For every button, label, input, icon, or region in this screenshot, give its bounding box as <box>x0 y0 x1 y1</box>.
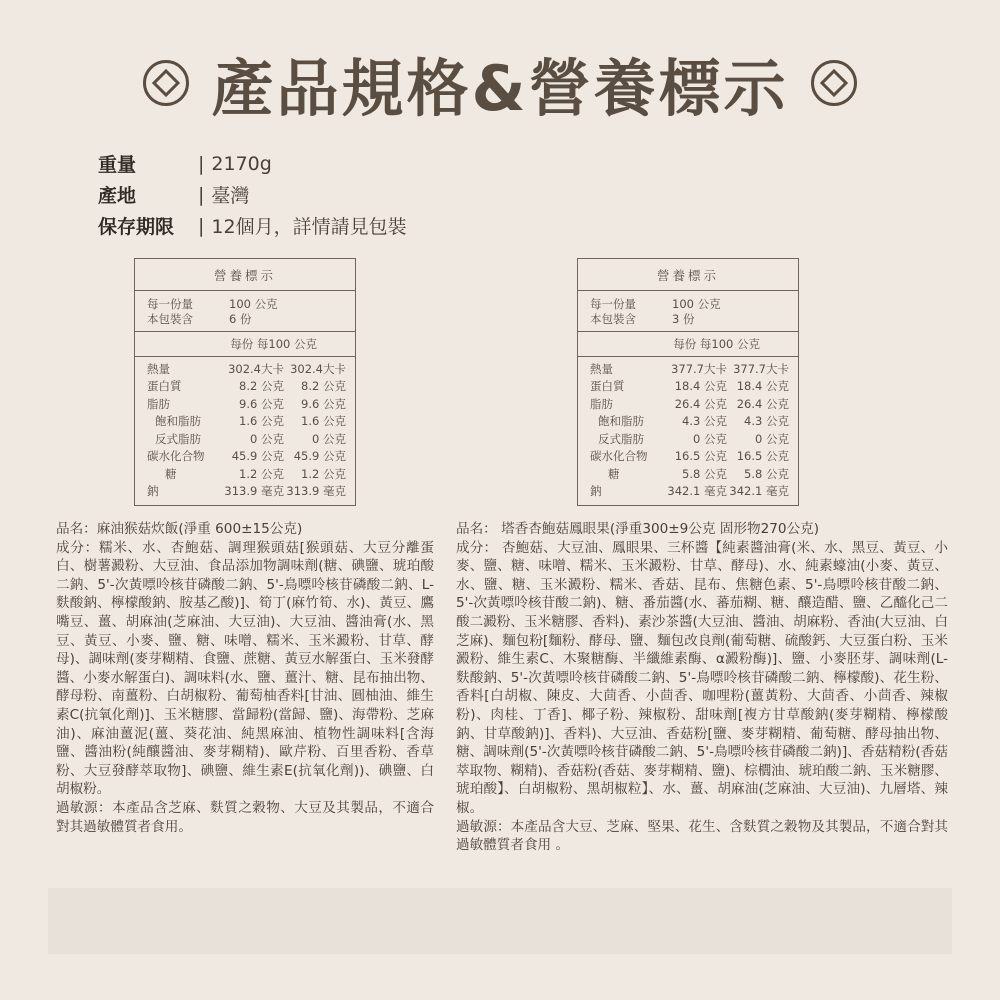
allergen-text: 過敏源：本產品含芝麻、麩質之穀物、大豆及其製品，不適合對其過敏體質者食用。 <box>56 799 434 835</box>
per-100g-value: 1.6 公克 <box>301 414 346 429</box>
column-header: 每份 每100 公克 <box>135 332 355 357</box>
spec-value: 12個月，詳情請見包裝 <box>211 216 407 238</box>
serving-size-label: 每一份量 <box>147 296 193 311</box>
servings-label: 本包裝含 <box>590 311 636 326</box>
nutrition-row <box>578 465 798 483</box>
spec-label: 保存期限 <box>98 216 175 238</box>
serving-info <box>135 291 355 332</box>
per-serving-value: 45.9 公克 <box>231 449 284 464</box>
title-row <box>0 38 1000 128</box>
per-100g-value: 1.2 公克 <box>301 466 346 481</box>
allergen-text: 過敏源：本產品含大豆、芝麻、堅果、花生、含麩質之穀物及其製品，不適合對其過敏體質者食用 。 <box>456 818 948 854</box>
ingredients-text: 成分： 杏鮑菇、大豆油、鳳眼果、三杯醬【純素醬油膏(米、水、黑豆、黃豆、小麥、鹽、糖、味噌、糯米、玉米澱粉、甘草、酵母)、水、純素蠔油(小麥、黃豆、水、鹽、糖、玉米澱粉、糯米、香菇、昆布、焦糖色素、5'-鳥嘌呤核苷酸二鈉、5'-次黃嘌呤核苷酸二鈉)、糖、番茄醬(水、蕃茄糊、糖、釀造醋、鹽、乙醯化己二酸二澱粉、玉米糖膠、香料)、素沙茶醬(大豆油、醬油、胡麻粉、香油(大豆油、白芝麻)、麵包粉[麵粉、酵母、鹽、麵包改良劑(葡萄糖、硫酸鈣、大豆蛋白粉、玉米澱粉、維生素C、木聚糖酶、半纖維素酶、α澱粉酶)]、鹽、小麥胚芽、調味劑(L-麩酸鈉、5'-次黃嘌呤核苷磷酸二鈉、5'-鳥嘌呤核苷磷酸二鈉、檸檬酸)、花生粉、香料[白胡椒、陳皮、大茴香、小茴香、咖哩粉(薑黃粉、大茴香、小茴香、辣椒粉)、肉桂、丁香]、椰子粉、辣椒粉、甜味劑[複方甘草酸鈉(麥芽糊精、檸檬酸鈉、甘草酸鈉)]、香料)、大豆油、香菇粉[鹽、麥芽糊精、葡萄糖、酵母抽出物、糖、調味劑(5'-次黃嘌呤核苷磷酸二鈉、5'-鳥嘌呤核苷磷酸二鈉)]、香菇精粉(香菇萃取物、糊精)、香菇粉(香菇、麥芽糊精、鹽)、棕櫚油、琥珀酸二鈉、玉米糖膠、琥珀酸】、白胡椒粉、黑胡椒粒】、水、薑、胡麻油(芝麻油、大豆油)、九層塔、辣椒。 <box>456 539 948 816</box>
per-serving-value: 0 公克 <box>250 431 284 446</box>
nutrient-name: 鈉 <box>147 484 159 499</box>
nutrition-row <box>135 378 355 396</box>
nutrition-row <box>135 395 355 413</box>
nutrition-row <box>578 360 798 378</box>
spec-row-shelf-life <box>98 210 407 241</box>
nutrient-name: 反式脂肪 <box>155 431 201 446</box>
spec-label: 重量 <box>98 154 137 176</box>
per-100g-value: 18.4 公克 <box>736 379 789 394</box>
nutrient-name: 熱量 <box>147 361 170 376</box>
nutrition-row <box>578 395 798 413</box>
diamond-circle-icon <box>143 60 189 106</box>
nutrition-row <box>578 413 798 431</box>
servings-value: 3 份 <box>672 311 695 326</box>
per-100g-value: 9.6 公克 <box>301 396 346 411</box>
nutrient-name: 反式脂肪 <box>598 431 644 446</box>
per-100g-value: 0 公克 <box>755 431 789 446</box>
per-100g-value: 16.5 公克 <box>736 449 789 464</box>
spec-row-weight <box>98 148 407 179</box>
spec-separator: | <box>198 152 205 175</box>
nutrition-rows <box>578 357 798 505</box>
per-serving-value: 16.5 公克 <box>674 449 727 464</box>
spec-label: 產地 <box>98 185 137 207</box>
page-title: 產品規格&營養標示 <box>211 51 789 125</box>
per-100g-value: 313.9 毫克 <box>286 484 346 499</box>
per-serving-value: 5.8 公克 <box>682 466 727 481</box>
per-serving-value: 26.4 公克 <box>674 396 727 411</box>
serving-size-label: 每一份量 <box>590 296 636 311</box>
nutrient-name: 蛋白質 <box>147 379 182 394</box>
nutrition-rows <box>135 357 355 505</box>
nutrient-name: 脂肪 <box>590 396 613 411</box>
product-specs <box>98 148 407 241</box>
per-100g-value: 8.2 公克 <box>301 379 346 394</box>
spec-value: 臺灣 <box>211 185 250 207</box>
per-serving-value: 302.4大卡 <box>228 361 284 376</box>
nutrient-name: 碳水化合物 <box>590 449 648 464</box>
per-100g-value: 45.9 公克 <box>293 449 346 464</box>
spec-value: 2170g <box>211 152 272 175</box>
nutrition-row <box>135 448 355 466</box>
nutrient-name: 脂肪 <box>147 396 170 411</box>
nutrient-name: 鈉 <box>590 484 602 499</box>
nutrition-row <box>578 430 798 448</box>
nutrition-row <box>135 465 355 483</box>
ingredients-text: 成分：糯米、水、杏鮑菇、調理猴頭菇[猴頭菇、大豆分離蛋白、樹薯澱粉、大豆油、食品添加物調味劑(糖、碘鹽、琥珀酸二鈉、5'-次黃嘌呤核苷磷酸二鈉、5'-鳥嘌呤核苷磷酸二鈉、L-麩酸鈉、檸檬酸鈉、胺基乙酸)]、筍丁(麻竹筍、水)、黃豆、鷹嘴豆、薑、胡麻油(芝麻油、大豆油)、大豆油、醬油膏(水、黑豆、黃豆、小麥、鹽、糖、味噌、糯米、玉米澱粉、甘草、酵母)、調味劑(麥芽糊精、食鹽、蔗糖、黃豆水解蛋白、玉米發酵醬、小麥水解蛋白)、調味料(水、鹽、薑汁、糖、昆布抽出物、酵母粉、南薑粉、白胡椒粉、葡萄柚香料[甘油、圓柚油、維生素C(抗氧化劑)]、玉米糖膠、當歸粉(當歸、鹽)、海帶粉、芝麻油)、麻油薑泥(薑、葵花油、純黑麻油、植物性調味料[含海鹽、醬油粉(純釀醬油、麥芽糊精)、歐芹粉、百里香粉、香草粉、大豆發酵萃取物]、碘鹽、維生素E(抗氧化劑))、碘鹽、白胡椒粉。 <box>56 539 434 798</box>
nutrition-table-left <box>134 258 356 506</box>
nutrition-table-right <box>577 258 799 506</box>
per-serving-value: 0 公克 <box>693 431 727 446</box>
servings-value: 6 份 <box>229 311 252 326</box>
nutrient-name: 蛋白質 <box>590 379 625 394</box>
nutrition-table-title: 營養標示 <box>135 259 355 291</box>
spec-row-origin <box>98 179 407 210</box>
per-100g-value: 377.7大卡 <box>733 361 789 376</box>
nutrient-name: 糖 <box>165 466 177 481</box>
spec-separator: | <box>198 214 205 237</box>
per-serving-value: 9.6 公克 <box>239 396 284 411</box>
per-serving-value: 18.4 公克 <box>674 379 727 394</box>
nutrition-row <box>135 413 355 431</box>
nutrition-row <box>135 483 355 501</box>
product-name: 品名：麻油猴菇炊飯(淨重 600±15公克) <box>56 521 303 537</box>
nutrition-row <box>135 430 355 448</box>
ingredients-left <box>56 520 434 836</box>
diamond-circle-icon <box>811 60 857 106</box>
per-100g-value: 0 公克 <box>312 431 346 446</box>
serving-size-value: 100 公克 <box>229 296 278 311</box>
ingredients-right <box>456 520 948 855</box>
per-100g-value: 4.3 公克 <box>744 414 789 429</box>
spec-separator: | <box>198 183 205 206</box>
nutrient-name: 飽和脂肪 <box>155 414 201 429</box>
per-serving-value: 377.7大卡 <box>671 361 727 376</box>
nutrition-row <box>578 378 798 396</box>
nutrient-name: 飽和脂肪 <box>598 414 644 429</box>
serving-info <box>578 291 798 332</box>
product-name: 品名： 塔香杏鮑菇鳳眼果(淨重300±9公克 固形物270公克) <box>456 521 820 537</box>
serving-size-value: 100 公克 <box>672 296 721 311</box>
bottom-band <box>48 888 952 954</box>
per-100g-value: 342.1 毫克 <box>729 484 789 499</box>
servings-label: 本包裝含 <box>147 311 193 326</box>
nutrition-row <box>578 483 798 501</box>
per-serving-value: 1.6 公克 <box>239 414 284 429</box>
nutrition-row <box>578 448 798 466</box>
per-serving-value: 342.1 毫克 <box>667 484 727 499</box>
column-header: 每份 每100 公克 <box>578 332 798 357</box>
per-100g-value: 5.8 公克 <box>744 466 789 481</box>
nutrition-table-title: 營養標示 <box>578 259 798 291</box>
per-serving-value: 313.9 毫克 <box>224 484 284 499</box>
nutrient-name: 熱量 <box>590 361 613 376</box>
per-serving-value: 8.2 公克 <box>239 379 284 394</box>
per-100g-value: 302.4大卡 <box>290 361 346 376</box>
per-serving-value: 4.3 公克 <box>682 414 727 429</box>
per-serving-value: 1.2 公克 <box>239 466 284 481</box>
nutrition-row <box>135 360 355 378</box>
nutrient-name: 糖 <box>608 466 620 481</box>
nutrient-name: 碳水化合物 <box>147 449 205 464</box>
per-100g-value: 26.4 公克 <box>736 396 789 411</box>
